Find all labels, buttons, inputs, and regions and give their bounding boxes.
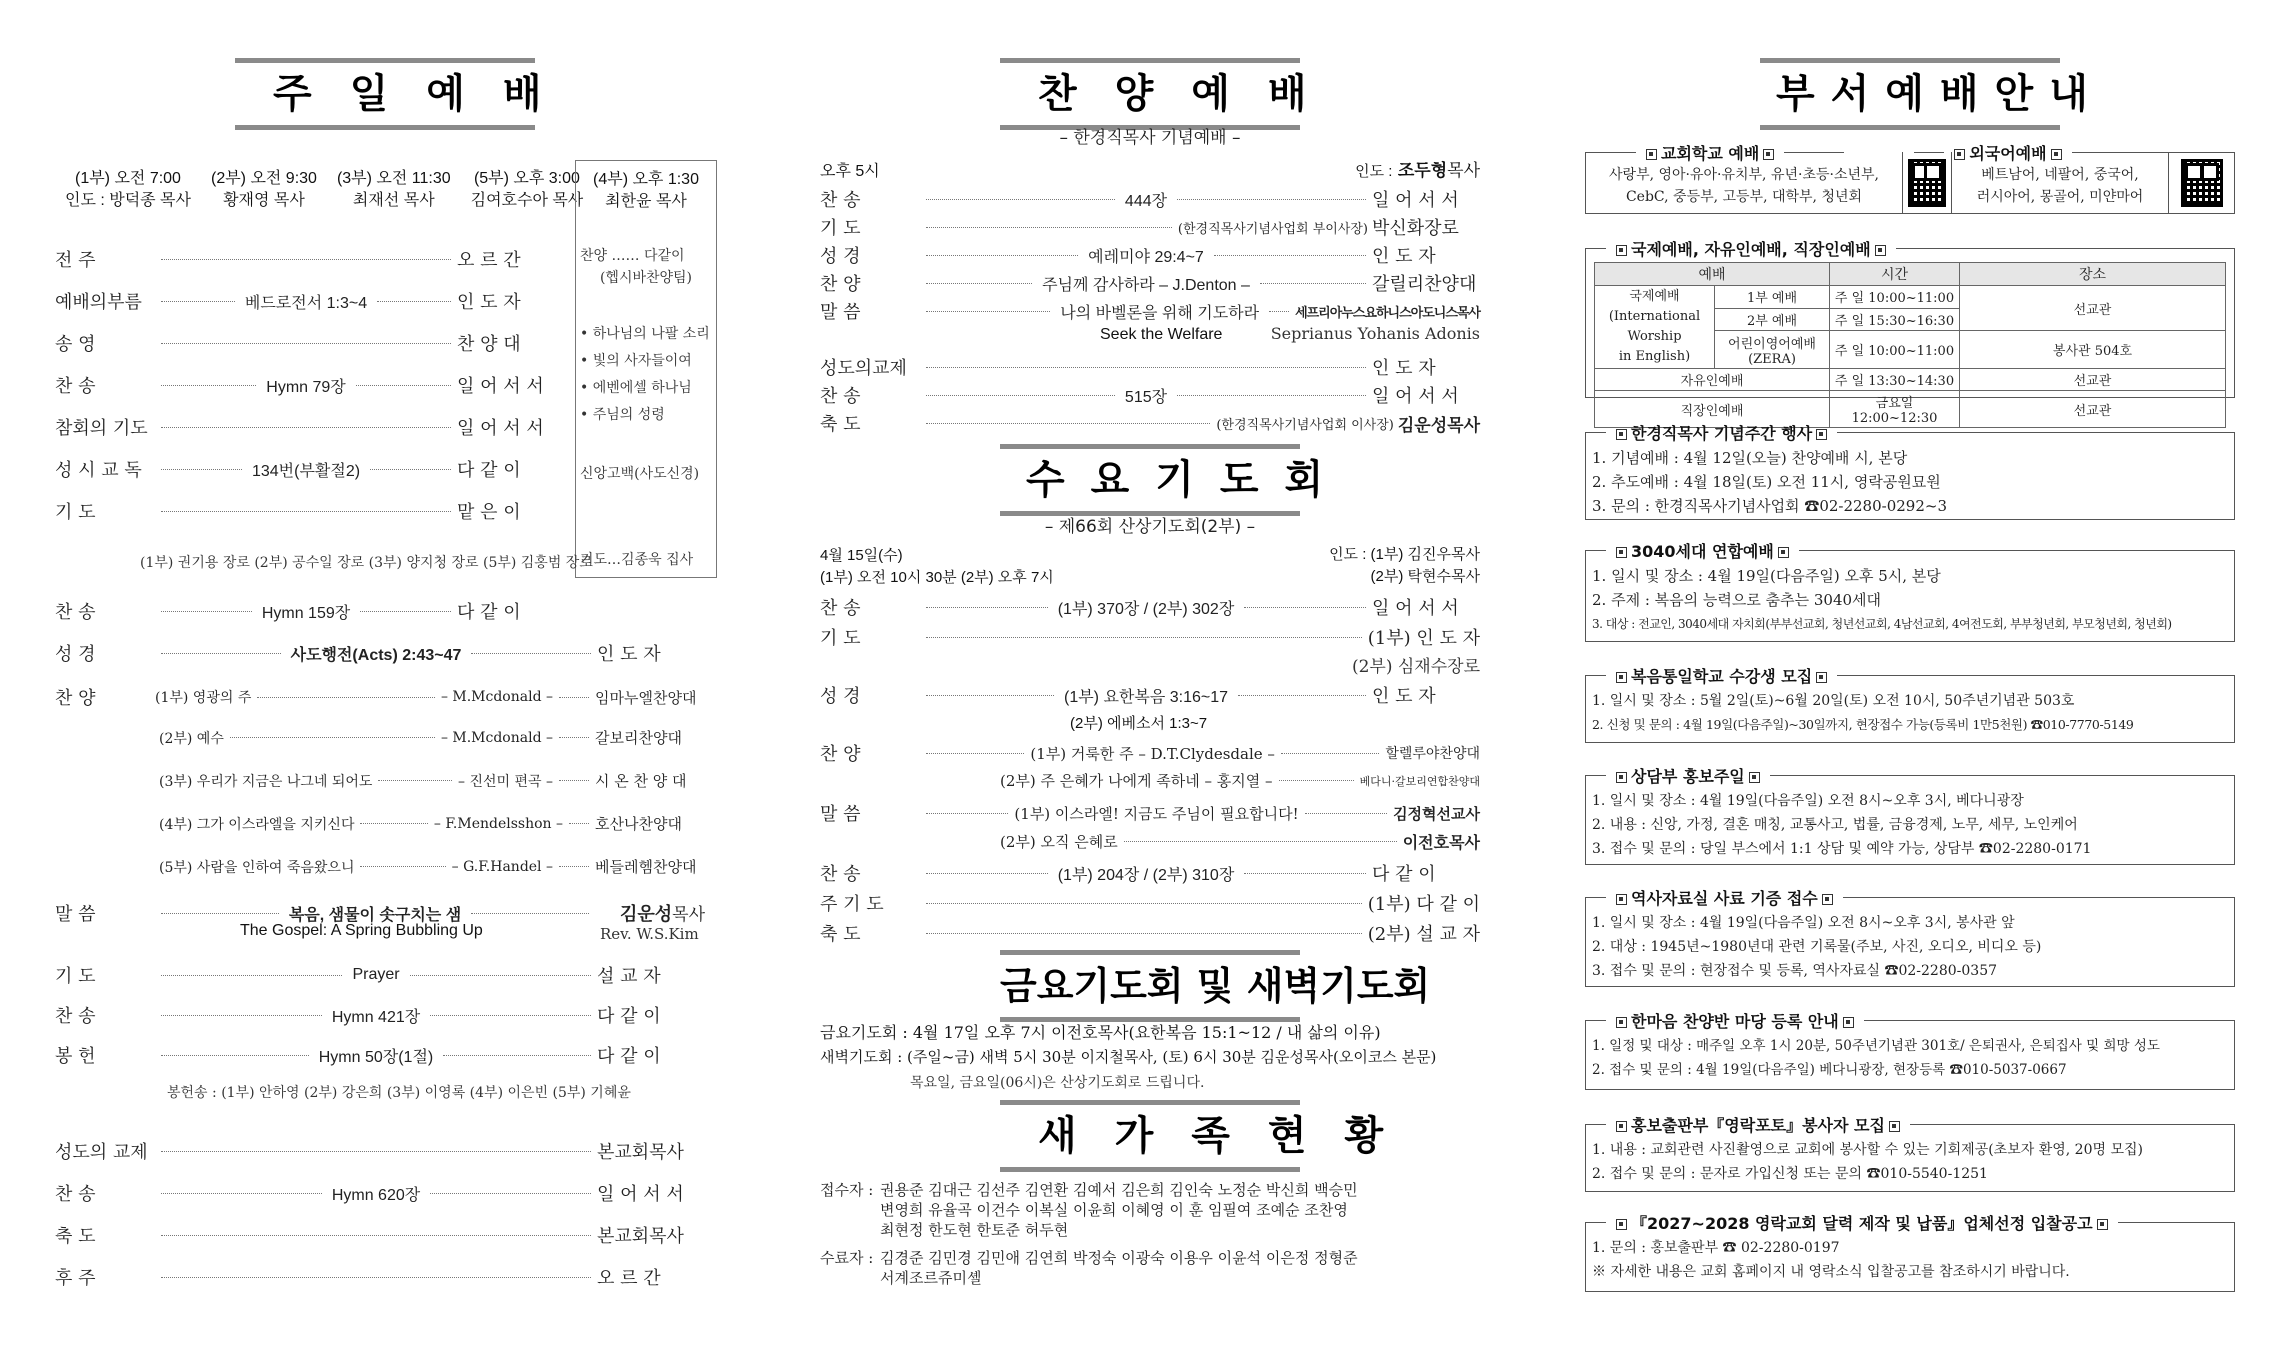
offertory-singers: 봉헌송 : (1부) 안하영 (2부) 강은희 (3부) 이영록 (4부) 이은빈 (5부) 기혜윤 bbox=[167, 1085, 631, 1101]
service-4-creed: 신앙고백(사도신경) bbox=[580, 466, 700, 482]
anthem-row: (3부) 우리가 지금은 나그네 되어도 – 진선미 편곡 – 시 온 찬 양 대 bbox=[159, 772, 687, 790]
service-4-prayer: 기도…김종욱 집사 bbox=[580, 552, 694, 568]
order-row: 기 도 맡 은 이 bbox=[55, 502, 521, 523]
newcomers-heading bbox=[1000, 1100, 1422, 1172]
foreign-list: 베트남어, 네팔어, 중국어, 러시아어, 몽골어, 미얀마어 bbox=[1976, 167, 2144, 205]
praise-time: 오후 5시 bbox=[820, 163, 880, 180]
order-row: 성 경 (1부) 요한복음 3:16~17 인 도 자 bbox=[820, 686, 1436, 707]
sermon-title-en: The Gospel: A Spring Bubbling Up bbox=[240, 922, 483, 939]
order-row: 찬 송 Hymn 79장 일 어 서 서 bbox=[55, 376, 544, 397]
order-row: 기 도 (한경직목사기념사업회 부이사장) 박신화장로 bbox=[820, 218, 1459, 239]
intl-name: 국제예배 (International Worship in English) bbox=[1595, 286, 1715, 369]
order-row: 축 도 (한경직목사기념사업회 이사장) 김운성목사 bbox=[820, 414, 1480, 436]
order-label: 전 주 bbox=[55, 250, 96, 271]
song-item: • 주님의 성령 bbox=[580, 407, 665, 423]
song-item: • 빛의 사자들이여 bbox=[580, 353, 692, 369]
order-row bbox=[55, 246, 565, 272]
completed-label: 수료자 : bbox=[820, 1249, 874, 1267]
school-list: 사랑부, 영아·유아·유치부, 유년·초등·소년부, CebC, 중등부, 고등부, 대학부, 청년회 bbox=[1609, 167, 1879, 205]
order-row: 말 씀 나의 바벨론을 위해 기도하라 세프리아누스요하니스아도니스목사 bbox=[820, 302, 1480, 323]
notice-box: 복음통일학교 수강생 모집 1. 일시 및 장소 : 5월 2일(토)~6월 20일(토) 오전 10시, 50주년기념관 503호 2. 신청 및 문의 : 4월 19일(다음주일)~30일까지, 현장접수 가능(등록비 1만5천원) ☎010-7770-5149 bbox=[1585, 675, 2235, 743]
order-row: 찬 송 Hymn 620장 일 어 서 서 bbox=[55, 1184, 684, 1205]
intl-worship-box: 국제예배, 자유인예배, 직장인예배 예배 시간 장소 국제예배 (International Worship in English) 1부 예배 주 일 10:00~11:00 선교관 2부 예배 주 일 15:30~16:30 어린이영어예배(ZERA) 주 일 10:00~11:00 봉사관 504호 자유인예배 주 일 13:30~14:30 선교관 직장인예배 금요일 12:00~12:30 선교관 bbox=[1585, 248, 2235, 398]
friday-title: 금요기도회 및 새벽기도회 bbox=[1000, 964, 1431, 1008]
wednesday-times: (1부) 오전 10시 30분 (2부) 오후 7시 bbox=[820, 569, 1054, 586]
notice-box: 『2027~2028 영락교회 달력 제작 및 납품』업체선정 입찰공고 1. 문의 : 홍보출판부 ☎ 02-2280-0197 ※ 자세한 내용은 교회 홈페이지 내 영락소식 입찰공고를 참조하시기 바랍니다. bbox=[1585, 1222, 2235, 1292]
wednesday-heading bbox=[1000, 444, 1350, 516]
order-row: 참회의 기도 일 어 서 서 bbox=[55, 418, 544, 439]
wednesday-leader-1: 인도 : (1부) 김진우목사 bbox=[1329, 546, 1480, 563]
order-row: 축 도 (2부) 설 교 자 bbox=[820, 924, 1480, 945]
order-row: 기 도 (1부) 인 도 자 bbox=[820, 628, 1480, 649]
song-item: • 하나님의 나팔 소리 bbox=[580, 326, 710, 342]
sermon-row: 말 씀 복음, 샘물이 솟구치는 샘 김운성목사 bbox=[55, 900, 705, 926]
notice-box: 역사자료실 사료 기증 접수 1. 일시 및 장소 : 4월 19일(다음주일) 오전 8시~오후 3시, 봉사관 앞 2. 대상 : 1945년~1980년대 관련 기록물(주보, 사진, 오디오, 비디오 등) 3. 접수 및 문의 : 현장접수 및 등록, 역사자료실 ☎02-2280-0357 bbox=[1585, 897, 2235, 987]
dawn-note: 목요일, 금요일(06시)은 산상기도회로 드립니다. bbox=[910, 1075, 1205, 1091]
service-3: (3부) 오전 11:30 최재선 목사 bbox=[336, 170, 451, 209]
completed-list: 김경준 김민경 김민애 김연희 박정숙 이광숙 이용우 이윤석 이은정 정형준 서계조르쥬미셸 bbox=[880, 1249, 1358, 1287]
notice-box: 상담부 홍보주일 1. 일시 및 장소 : 4월 19일(다음주일) 오전 8시~오후 3시, 베다니광장 2. 내용 : 신앙, 가정, 결혼 매칭, 교통사고, 법률, 금융경제, 노무, 세무, 노인케어 3. 접수 및 문의 : 당일 부스에서 1:1 상담 및 예약 가능, 상담부 ☎02-2280-0171 bbox=[1585, 775, 2235, 865]
sunday-worship-title: 주일예배 bbox=[273, 71, 580, 117]
order-row: 말 씀 (1부) 이스라엘! 지금도 주님이 필요합니다! 김정혁선교사 bbox=[820, 804, 1481, 825]
departments-heading bbox=[1760, 58, 2104, 130]
preacher-en: Rev. W.S.Kim bbox=[600, 925, 699, 943]
school-title: 교회학교 예배 bbox=[1636, 141, 1784, 164]
order-row: 성도의교제 인 도 자 bbox=[820, 358, 1436, 379]
order-row: (2부) 주 은혜가 나에게 족하네 – 홍지열 – 베다니·갈보리연합찬양대 bbox=[1000, 772, 1480, 790]
praise-worship-heading bbox=[1000, 58, 1345, 130]
order-row: 찬 양 (1부) 거룩한 주 – D.T.Clydesdale – 할렐루야찬양대 bbox=[820, 744, 1480, 765]
service-4-praise: 찬양 …… 다같이 (헵시바찬양팀) bbox=[580, 248, 693, 286]
middle-column: 찬양예배 – 한경직목사 기념예배 – 오후 5시 인도 : 조두형목사 찬 송 444장 일 어 서 서 기 도 (한경직목사기념사업회 부이사장) 박신화장로 성 경 예레미야 29:4~7 인 도 자 찬 양 주님께 감사하라 – J.Denton – 갈릴리찬양대 말 씀 나의 바벨론을 위해 기도하라 세프리아누스요하니스아도니스목사 Seek the Welfare Seprianus Yohanis Adonis 성도의교제 인 도 자 찬 송 515장 일 어 서 서 축 도 (한경직목사기념사업회 이사장) 김운성목사 수요기도회 – 제66회 산상기도회(2부) – 4월 15일(수) (1부) 오전 10시 30분 (2부) 오후 7시 인도 : (1부) 김진우목사 (2부) 탁현수목사 찬 송 (1부) 370장 / (2부) 302장 일 어 서 서 기 도 (1부) 인 도 자 (2부) 심재수장로 성 경 (1부) 요한복음 3:16~17 인 도 자 (2부) 에베소서 1:3~7 찬 양 (1부) 거룩한 주 – D.T.Clydesdale – 할렐루야찬양대 (2부) 주 은혜가 나에게 족하네 – 홍지열 – 베다니·갈보리연합찬양대 말 씀 (1부) 이스라엘! 지금도 주님이 필요합니다! 김정혁선교사 (2부) 오직 은혜로 이전호목사 찬 송 (1부) 204장 / (2부) 310장 다 같 이 주 기 도 (1부) 다 같 이 축 도 (2부) 설 교 자 금요기도회 및 새벽기도회 금요기도회 : 4월 17일 오후 7시 이전호목사(요한복음 15:1~12 / 내 삶의 이유) 새벽기도회 : (주일~금) 새벽 5시 30분 이지철목사, (토) 6시 30분 김운성목사(오이코스 본문) 목요일, 금요일(06시)은 산상기도회로 드립니다. 새가족현황 접수자 : 권용준 김대근 김선주 김연환 김예서 김은희 김인숙 노정순 박신희 백승민 변영희 유율곡 이건수 이복실 이윤희 이혜영 이 훈 임필여 조예순 조찬영 최현정 한도현 한토준 허두현 수료자 : 김경준 김민경 김민애 김연희 박정숙 이광숙 이용우 이윤석 이은정 정형준 서계조르쥬미셸 bbox=[820, 0, 1480, 1346]
order-row: (2부) 오직 은혜로 이전호목사 bbox=[1000, 833, 1480, 852]
order-by: 오 르 간 bbox=[457, 250, 521, 271]
notice-box: 한마음 찬양반 마당 등록 안내 1. 일정 및 대상 : 매주일 오후 1시 20분, 50주년기념관 301호/ 은퇴권사, 은퇴집사 및 희망 성도 2. 접수 및 문의 : 4월 19일(다음주일) 베다니광장, 현장등록 ☎010-5037-0667 bbox=[1585, 1020, 2235, 1090]
received-label: 접수자 : bbox=[820, 1181, 874, 1199]
order-row: 찬 양 주님께 감사하라 – J.Denton – 갈릴리찬양대 bbox=[820, 274, 1477, 295]
notice-box: 한경직목사 기념주간 행사 1. 기념예배 : 4월 12일(오늘) 찬양예배 시, 본당 2. 추도예배 : 4월 18일(토) 오전 11시, 영락공원묘원 3. 문의 : 한경직목사기념사업회 ☎02-2280-0292~3 bbox=[1585, 432, 2235, 520]
order-row: 찬 송 444장 일 어 서 서 bbox=[820, 190, 1459, 211]
wednesday-title: 수요기도회 bbox=[1026, 457, 1350, 503]
qr-code-icon[interactable] bbox=[2181, 159, 2223, 207]
wednesday-subtitle: – 제66회 산상기도회(2부) – bbox=[1044, 517, 1256, 537]
anthem-row: (5부) 사람을 인하여 죽음왔으니 – G.F.Handel – 베들레헴찬양대 bbox=[159, 858, 697, 876]
wednesday-date: 4월 15일(수) bbox=[820, 547, 903, 564]
praise-subtitle: – 한경직목사 기념예배 – bbox=[1059, 128, 1241, 148]
sermon-title-en: Seek the Welfare bbox=[1100, 326, 1223, 343]
order-row: 성 경 사도행전(Acts) 2:43~47 인 도 자 bbox=[55, 644, 661, 665]
order-row: 후 주 오 르 간 bbox=[55, 1268, 661, 1289]
order-row: 성 시 교 독 134번(부활절2) 다 같 이 bbox=[55, 460, 521, 481]
service-1: (1부) 오전 7:00 인도 : 방덕종 목사 bbox=[65, 170, 191, 209]
preacher-en: Seprianus Yohanis Adonis bbox=[1270, 324, 1480, 343]
anthem-row: 찬 양 (1부) 영광의 주 – M.Mcdonald – 임마누엘찬양대 bbox=[55, 688, 697, 709]
song-item: • 에벤에셀 하나님 bbox=[580, 380, 692, 396]
order-row: 기 도 Prayer 설 교 자 bbox=[55, 966, 661, 987]
service-times bbox=[65, 168, 603, 212]
order-row: 성 경 예레미야 29:4~7 인 도 자 bbox=[820, 246, 1436, 267]
sunday-worship-column bbox=[55, 0, 715, 1346]
order-row: 찬 송 (1부) 370장 / (2부) 302장 일 어 서 서 bbox=[820, 598, 1459, 619]
order-row: 주 기 도 (1부) 다 같 이 bbox=[820, 894, 1480, 915]
service-4-songs bbox=[580, 321, 712, 429]
service-4-header: (4부) 오후 1:30 최한윤 목사 bbox=[593, 171, 699, 210]
friday-heading bbox=[1000, 950, 1431, 1022]
sermon-title: 복음, 샘물이 솟구치는 샘 bbox=[288, 906, 462, 924]
wednesday-leader-2: (2부) 탁현수목사 bbox=[1370, 568, 1480, 585]
notice-box: 3040세대 연합예배 1. 일시 및 장소 : 4월 19일(다음주일) 오후 5시, 본당 2. 주제 : 복음의 능력으로 춤추는 3040세대 3. 대상 : 전교인, 3040세대 자치회(부부선교회, 청년선교회, 4남선교회, 4여전도회, 부부청년회, 부모청년회, 청년회) bbox=[1585, 550, 2235, 642]
anthem-row: (4부) 그가 이스라엘을 지키신다 – F.Mendelsshon – 호산나찬양대 bbox=[159, 815, 682, 833]
service-5: (5부) 오후 3:00 김여호수아 목사 bbox=[470, 170, 584, 209]
order-row: 예배의부름 베드로전서 1:3~4 인 도 자 bbox=[55, 292, 521, 313]
notice-box: 홍보출판부『영락포토』봉사자 모집 1. 내용 : 교회관련 사진촬영으로 교회에 봉사할 수 있는 기회제공(초보자 환영, 20명 모집) 2. 접수 및 문의 : 문자로 가입신청 또는 문의 ☎010-5540-1251 bbox=[1585, 1124, 2235, 1192]
departments-column bbox=[1585, 0, 2235, 1346]
school-foreign-box bbox=[1585, 144, 2235, 214]
friday-prayer: 금요기도회 : 4월 17일 오후 7시 이전호목사(요한복음 15:1~12 / 내 삶의 이유) bbox=[820, 1023, 1381, 1042]
order-row: 축 도 본교회목사 bbox=[55, 1226, 684, 1247]
departments-title: 부서예배안내 bbox=[1776, 71, 2104, 117]
preacher-name: 김운성 bbox=[619, 904, 673, 925]
anthem-row: (2부) 예수 – M.Mcdonald – 갈보리찬양대 bbox=[159, 729, 682, 747]
prayer-elders: (1부) 권기용 장로 (2부) 공수일 장로 (3부) 양지청 장로 (5부) 김홍범 장로 bbox=[140, 555, 593, 571]
praise-leader: 인도 : 조두형목사 bbox=[1355, 161, 1480, 181]
heading-bar bbox=[235, 125, 535, 130]
newcomers-title: 새가족현황 bbox=[1038, 1113, 1422, 1159]
praise-worship-title: 찬양예배 bbox=[1038, 71, 1345, 117]
qr-code-icon[interactable] bbox=[1908, 159, 1946, 207]
worship-schedule-table: 예배 시간 장소 국제예배 (International Worship in English) 1부 예배 주 일 10:00~11:00 선교관 2부 예배 주 일 15:30~16:30 어린이영어예배(ZERA) 주 일 10:00~11:00 봉사관 504호 자유인예배 주 일 13:30~14:30 선교관 직장인예배 금요일 12:00~12:30 선교관 bbox=[1594, 262, 2226, 428]
service-2: (2부) 오전 9:30 황재영 목사 bbox=[210, 170, 317, 209]
order-row: 찬 송 (1부) 204장 / (2부) 310장 다 같 이 bbox=[820, 864, 1436, 885]
foreign-title: 외국어예배 bbox=[1944, 141, 2071, 164]
received-list: 권용준 김대근 김선주 김연환 김예서 김은희 김인숙 노정순 박신희 백승민 변영희 유율곡 이건수 이복실 이윤희 이혜영 이 훈 임필여 조예순 조찬영 최현정 한도현 한토준 허두현 bbox=[880, 1181, 1358, 1239]
order-row: 성도의 교제 본교회목사 bbox=[55, 1142, 684, 1163]
sunday-worship-heading bbox=[235, 58, 580, 130]
school-qr[interactable] bbox=[1902, 152, 1952, 213]
dawn-prayer: 새벽기도회 : (주일~금) 새벽 5시 30분 이지철목사, (토) 6시 30분 김운성목사(오이코스 본문) bbox=[820, 1048, 1437, 1066]
order-row: 송 영 찬 양 대 bbox=[55, 334, 521, 355]
order-row: 찬 송 Hymn 421장 다 같 이 bbox=[55, 1006, 661, 1027]
order-row: 봉 헌 Hymn 50장(1절) 다 같 이 bbox=[55, 1046, 661, 1067]
order-row: 찬 송 Hymn 159장 다 같 이 bbox=[55, 602, 521, 623]
order-row: 찬 송 515장 일 어 서 서 bbox=[820, 386, 1459, 407]
service-4-box bbox=[575, 160, 717, 578]
